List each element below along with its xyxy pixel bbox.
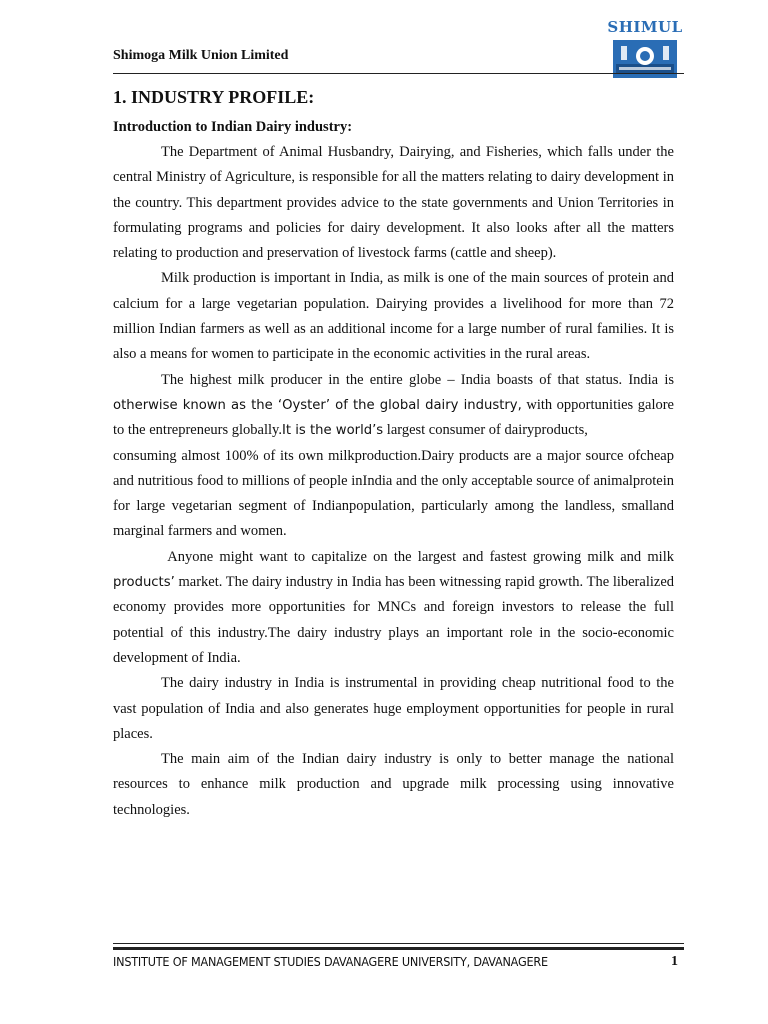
paragraph-1: The Department of Animal Husbandry, Dairying, and Fisheries, which falls under the central Ministry of Agriculture, is responsible for all the matters relating to dairy development in the country. This department provides advice to the state governments and Union Territories in formulating programs and policies for dairy development. It also looks after all the matters relating to production and preservation of livestock farms (cattle and sheep). [113,144,674,262]
paragraph-4: consuming almost 100% of its own milkproduction.Dairy products are a major source ofcheap and nutritious food to millions of people inIndia and the only acceptable source of animalprotein for large vegetarian segment of Indianpopulation, particularly among the landless, smalland marginal farmers and women. [113,447,674,540]
paragraph-5 [113,545,674,671]
subsection-heading: Introduction to Indian Dairy industry: [113,119,353,135]
footer-divider-thick [113,947,684,950]
header-divider [113,73,684,74]
paragraph-7: The main aim of the Indian dairy industry is only to better manage the national resources to enhance milk production and upgrade milk processing using innovative technologies. [113,751,674,818]
paragraph-3-mid: with opportunities galore to the entrepreneurs globally. [113,396,674,439]
page-number: 1 [671,954,678,969]
footer-institution: INSTITUTE OF MANAGEMENT STUDIES DAVANAGERE UNIVERSITY, DAVANAGERE [113,954,548,969]
header-title: Shimoga Milk Union Limited [113,48,289,63]
shimul-logo [606,18,684,78]
paragraph-5-sans-text: products’ [113,575,175,591]
paragraph-2: Milk production is important in India, as milk is one of the main sources of protein and calcium for a large vegetarian population. Dairying provides a livelihood for more than 72 million Indian farmers as well as an additional income for a large number of rural families. It is also a means for women to participate in the economic activities in the rural areas. [113,270,674,363]
paragraph-3 [113,368,674,444]
paragraph-6: The dairy industry in India is instrumental in providing cheap nutritional food to the vast population of India and also generates huge employment opportunities for people in rural places. [113,675,674,742]
footer-divider-thin [113,943,684,944]
logo-text: SHIMUL [607,18,683,36]
paragraph-3-sans-text: otherwise known as the ‘Oyster’ of the global dairy industry, [113,397,522,413]
paragraph-3-end: largest consumer of dairyproducts, [383,422,588,439]
paragraph-3-sans-text-2: It is the world’s [281,423,384,439]
paragraph-5-end: market. The dairy industry in India has been witnessing rapid growth. The liberalized economy provides more opportunities for MNCs and foreign investors to release the full potential of this industry.The dairy industry plays an important role in the socio-economic development of India. [113,574,674,666]
body-text [113,140,674,823]
section-heading: 1. INDUSTRY PROFILE: [113,87,315,107]
paragraph-5-start: Anyone might want to capitalize on the largest and fastest growing milk and milk [167,548,674,565]
paragraph-3-text: The highest milk producer in the entire globe – India boasts of that status. India is [161,371,674,388]
